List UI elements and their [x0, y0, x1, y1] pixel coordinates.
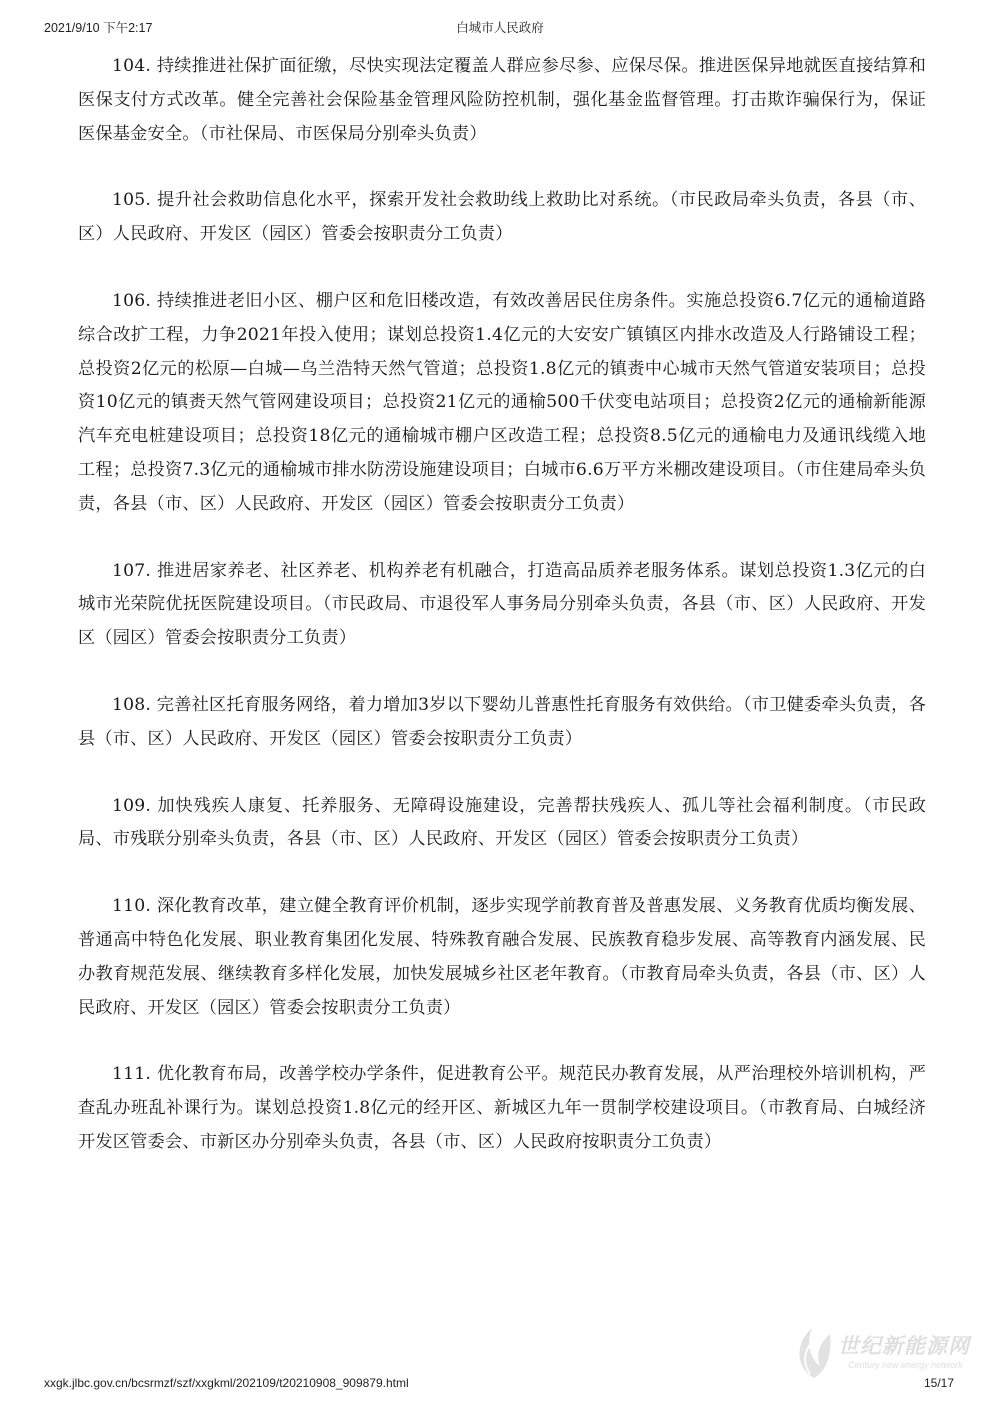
paragraph-110: 110. 深化教育改革，建立健全教育评价机制，逐步实现学前教育普及普惠发展、义务教育优质均衡发展、普通高中特色化发展、职业教育集团化发展、特殊教育融合发展、民族教育稳步发展、高等教育内涵发展、民办教育规范发展、继续教育多样化发展，加快发展城乡社区老年教育。（市教育局牵头负责，各县（市、区）人民政府、开发区（园区）管委会按职责分工负责）: [78, 896, 926, 1018]
site-title: 白城市人民政府: [456, 21, 544, 35]
leaf-swirl-logo-icon: [790, 1322, 838, 1382]
document-body: [78, 50, 926, 1193]
page-number: 15/17: [923, 1376, 954, 1390]
paragraph-111: 111. 优化教育布局，改善学校办学条件，促进教育公平。规范民办教育发展，从严治理校外培训机构，严查乱办班乱补课行为。谋划总投资1.8亿元的经开区、新城区九年一贯制学校建设项目。（市教育局、白城经济开发区管委会、市新区办分别牵头负责，各县（市、区）人民政府按职责分工负责）: [78, 1064, 926, 1152]
watermark-subtitle: Century new energy network: [848, 1360, 963, 1370]
paragraph-106: 106. 持续推进老旧小区、棚户区和危旧楼改造，有效改善居民住房条件。实施总投资6.7亿元的通榆道路综合改扩工程，力争2021年投入使用；谋划总投资1.4亿元的大安安广镇镇区内排水改造及人行路铺设工程；总投资2亿元的松原—白城—乌兰浩特天然气管道；总投资1.8亿元的镇赉中心城市天然气管道安装项目；总投资10亿元的镇赉天然气管网建设项目；总投资21亿元的通榆500千伏变电站项目；总投资2亿元的通榆新能源汽车充电桩建设项目；总投资18亿元的通榆城市棚户区改造工程；总投资8.5亿元的通榆电力及通讯线缆入地工程；总投资7.3亿元的通榆城市排水防涝设施建设项目；白城市6.6万平方米棚改建设项目。（市住建局牵头负责，各县（市、区）人民政府、开发区（园区）管委会按职责分工负责）: [78, 290, 926, 514]
page-url: xxgk.jlbc.gov.cn/bcsrmzf/szf/xxgkml/202109/t20210908_909879.html: [44, 1376, 409, 1390]
paragraph-109: 109. 加快残疾人康复、托养服务、无障碍设施建设，完善帮扶残疾人、孤儿等社会福利制度。（市民政局、市残联分别牵头负责，各县（市、区）人民政府、开发区（园区）管委会按职责分工负责）: [78, 795, 926, 850]
paragraph-105: 105. 提升社会救助信息化水平，探索开发社会救助线上救助比对系统。（市民政局牵头负责，各县（市、区）人民政府、开发区（园区）管委会按职责分工负责）: [78, 190, 926, 245]
paragraph-108: 108. 完善社区托育服务网络，着力增加3岁以下婴幼儿普惠性托育服务有效供给。（市卫健委牵头负责，各县（市、区）人民政府、开发区（园区）管委会按职责分工负责）: [78, 694, 926, 749]
print-datetime: 2021/9/10 下午2:17: [44, 21, 153, 35]
watermark-logo: [790, 1318, 990, 1398]
paragraph-107: 107. 推进居家养老、社区养老、机构养老有机融合，打造高品质养老服务体系。谋划总投资1.3亿元的白城市光荣院优抚医院建设项目。（市民政局、市退役军人事务局分别牵头负责，各县（市、区）人民政府、开发区（园区）管委会按职责分工负责）: [78, 560, 926, 649]
watermark-title: 世纪新能源网: [838, 1335, 970, 1358]
paragraph-104: 104. 持续推进社保扩面征缴，尽快实现法定覆盖人群应参尽参、应保尽保。推进医保异地就医直接结算和医保支付方式改革。健全完善社会保险基金管理风险防控机制，强化基金监督管理。打击欺诈骗保行为，保证医保基金安全。（市社保局、市医保局分别牵头负责）: [78, 56, 926, 144]
